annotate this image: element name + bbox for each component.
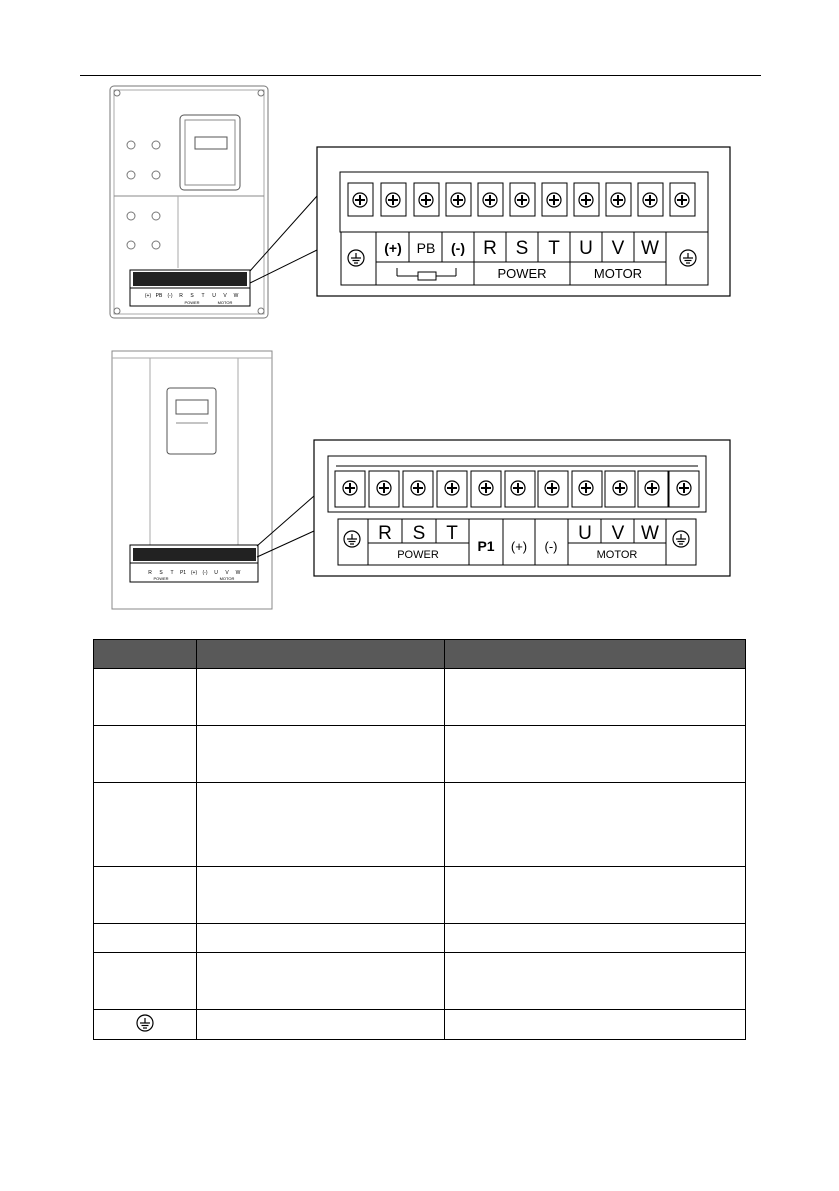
lower-detail-label: T [446, 523, 458, 544]
lower-unit-terminals [133, 548, 256, 561]
table-header-cell [445, 640, 746, 669]
upper-unit-label: S [190, 293, 194, 299]
terminal-table [93, 639, 746, 1040]
lower-unit-label: (+) [190, 570, 198, 576]
lower-unit-label: U [214, 570, 218, 576]
table-header-row [94, 640, 746, 669]
upper-detail-label: PB [416, 240, 436, 256]
upper-detail [317, 147, 730, 296]
upper-unit-label: PB [155, 293, 163, 299]
lower-unit-label: T [170, 570, 174, 576]
upper-unit-label: R [179, 293, 183, 299]
upper-detail-group: POWER [497, 266, 547, 281]
upper-unit-group: POWER [184, 300, 200, 305]
upper-detail-label: (-) [451, 240, 465, 256]
upper-unit-label: V [223, 293, 227, 299]
upper-detail-group: MOTOR [593, 266, 643, 281]
lower-unit-group: POWER [153, 576, 169, 581]
table-row [94, 726, 746, 783]
upper-unit-label: (+) [144, 293, 152, 299]
lower-detail-label: U [578, 523, 592, 544]
table-row [94, 924, 746, 953]
upper-unit-group: MOTOR [217, 300, 233, 305]
upper-detail-label: T [548, 238, 560, 259]
upper-unit-label: U [212, 293, 216, 299]
lower-detail-label: R [378, 523, 392, 544]
table-row [94, 867, 746, 924]
lower-detail-label: S [412, 523, 426, 544]
lower-detail-label: (-) [544, 539, 558, 554]
lower-unit-label: P1 [179, 570, 187, 576]
upper-unit-labels [145, 293, 239, 305]
lower-detail-label: V [611, 523, 625, 544]
lower-unit-labels [148, 570, 240, 581]
lower-detail [314, 440, 730, 576]
lower-unit-label: S [159, 570, 163, 576]
lower-unit-label: (-) [202, 570, 208, 576]
lower-detail-label: P1 [477, 538, 495, 554]
upper-detail-label: S [515, 238, 529, 259]
upper-unit-label: W [233, 293, 239, 299]
upper-unit-label: (-) [167, 293, 173, 299]
lower-unit-group: MOTOR [219, 576, 235, 581]
lower-unit-label: W [235, 570, 241, 576]
upper-unit-terminals [133, 272, 247, 286]
upper-unit-label: T [201, 293, 205, 299]
table-row [94, 669, 746, 726]
upper-detail-label: (+) [384, 240, 402, 256]
upper-detail-label: R [483, 238, 497, 259]
ground-cell [94, 1010, 197, 1040]
upper-detail-label: W [641, 238, 659, 259]
lower-detail-group: MOTOR [596, 549, 638, 561]
table-row [94, 1010, 746, 1040]
lower-detail-label: (+) [510, 539, 528, 554]
upper-detail-label: U [579, 238, 593, 259]
lower-detail-label: W [641, 523, 659, 544]
lower-unit-label: R [148, 570, 152, 576]
table-header-cell [94, 640, 197, 669]
upper-detail-label: V [611, 238, 625, 259]
lower-unit-label: V [225, 570, 229, 576]
table-header-cell [197, 640, 445, 669]
table-row [94, 953, 746, 1010]
ground-icon [135, 1013, 155, 1033]
lower-detail-group: POWER [397, 549, 439, 561]
table-row [94, 783, 746, 867]
